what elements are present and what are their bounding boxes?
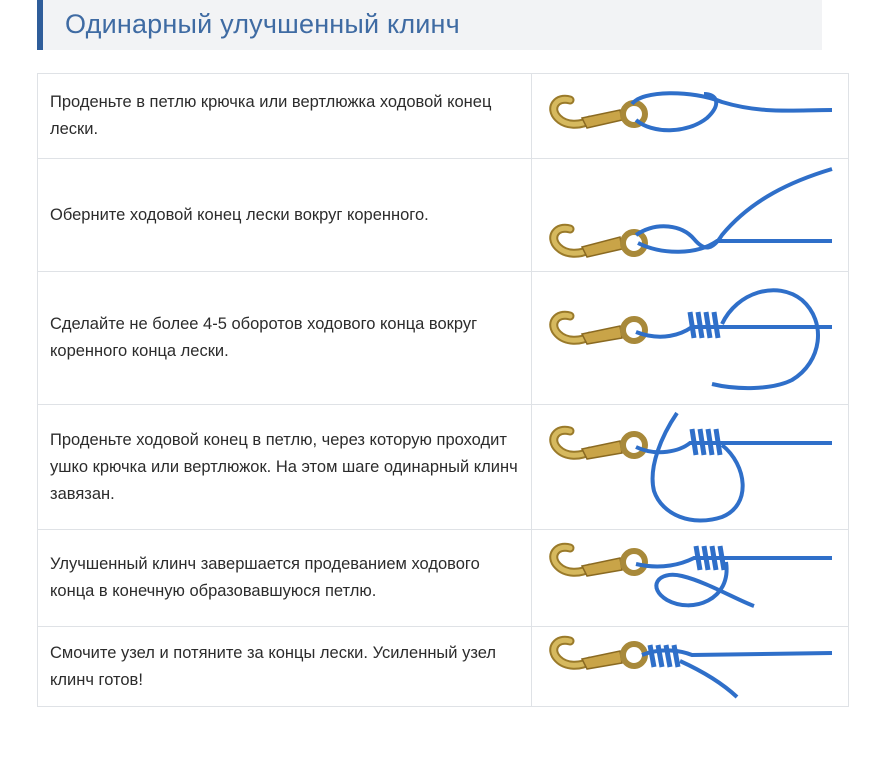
step-5-text: Улучшенный клинч завершается продеванием ходового конца в конечную образовавшуюся петлю. (38, 530, 532, 627)
title-bar (37, 0, 822, 50)
line-turns-icon (532, 272, 848, 405)
step-5-image (532, 530, 849, 627)
step-6-image (532, 627, 849, 707)
line-final-loop-icon (532, 530, 848, 627)
step-3-text: Сделайте не более 4-5 оборотов ходового конца вокруг коренного конца лески. (38, 272, 532, 405)
step-row (38, 272, 849, 405)
line-through-loop-icon (532, 405, 848, 530)
steps-table (37, 73, 849, 707)
step-row (38, 530, 849, 627)
step-row (38, 627, 849, 707)
step-row (38, 74, 849, 159)
step-2-text: Оберните ходовой конец лески вокруг коренного. (38, 159, 532, 272)
step-1-text: Проденьте в петлю крючка или вертлюжка ходовой конец лески. (38, 74, 532, 159)
step-1-image (532, 74, 849, 159)
step-3-image (532, 272, 849, 405)
step-4-text: Проденьте ходовой конец в петлю, через которую проходит ушко крючка или вертлюжок. На этом шаге одинарный клинч завязан. (38, 405, 532, 530)
page-title: Одинарный улучшенный клинч (65, 9, 460, 39)
step-6-text: Смочите узел и потяните за концы лески. Усиленный узел клинч готов! (38, 627, 532, 707)
step-row (38, 405, 849, 530)
step-4-image (532, 405, 849, 530)
hook-icon (554, 99, 645, 128)
hook-line-through-eye-icon (532, 74, 848, 159)
line-wrap-around-icon (532, 159, 848, 272)
step-row (38, 159, 849, 272)
finished-knot-icon (532, 627, 848, 707)
step-2-image (532, 159, 849, 272)
